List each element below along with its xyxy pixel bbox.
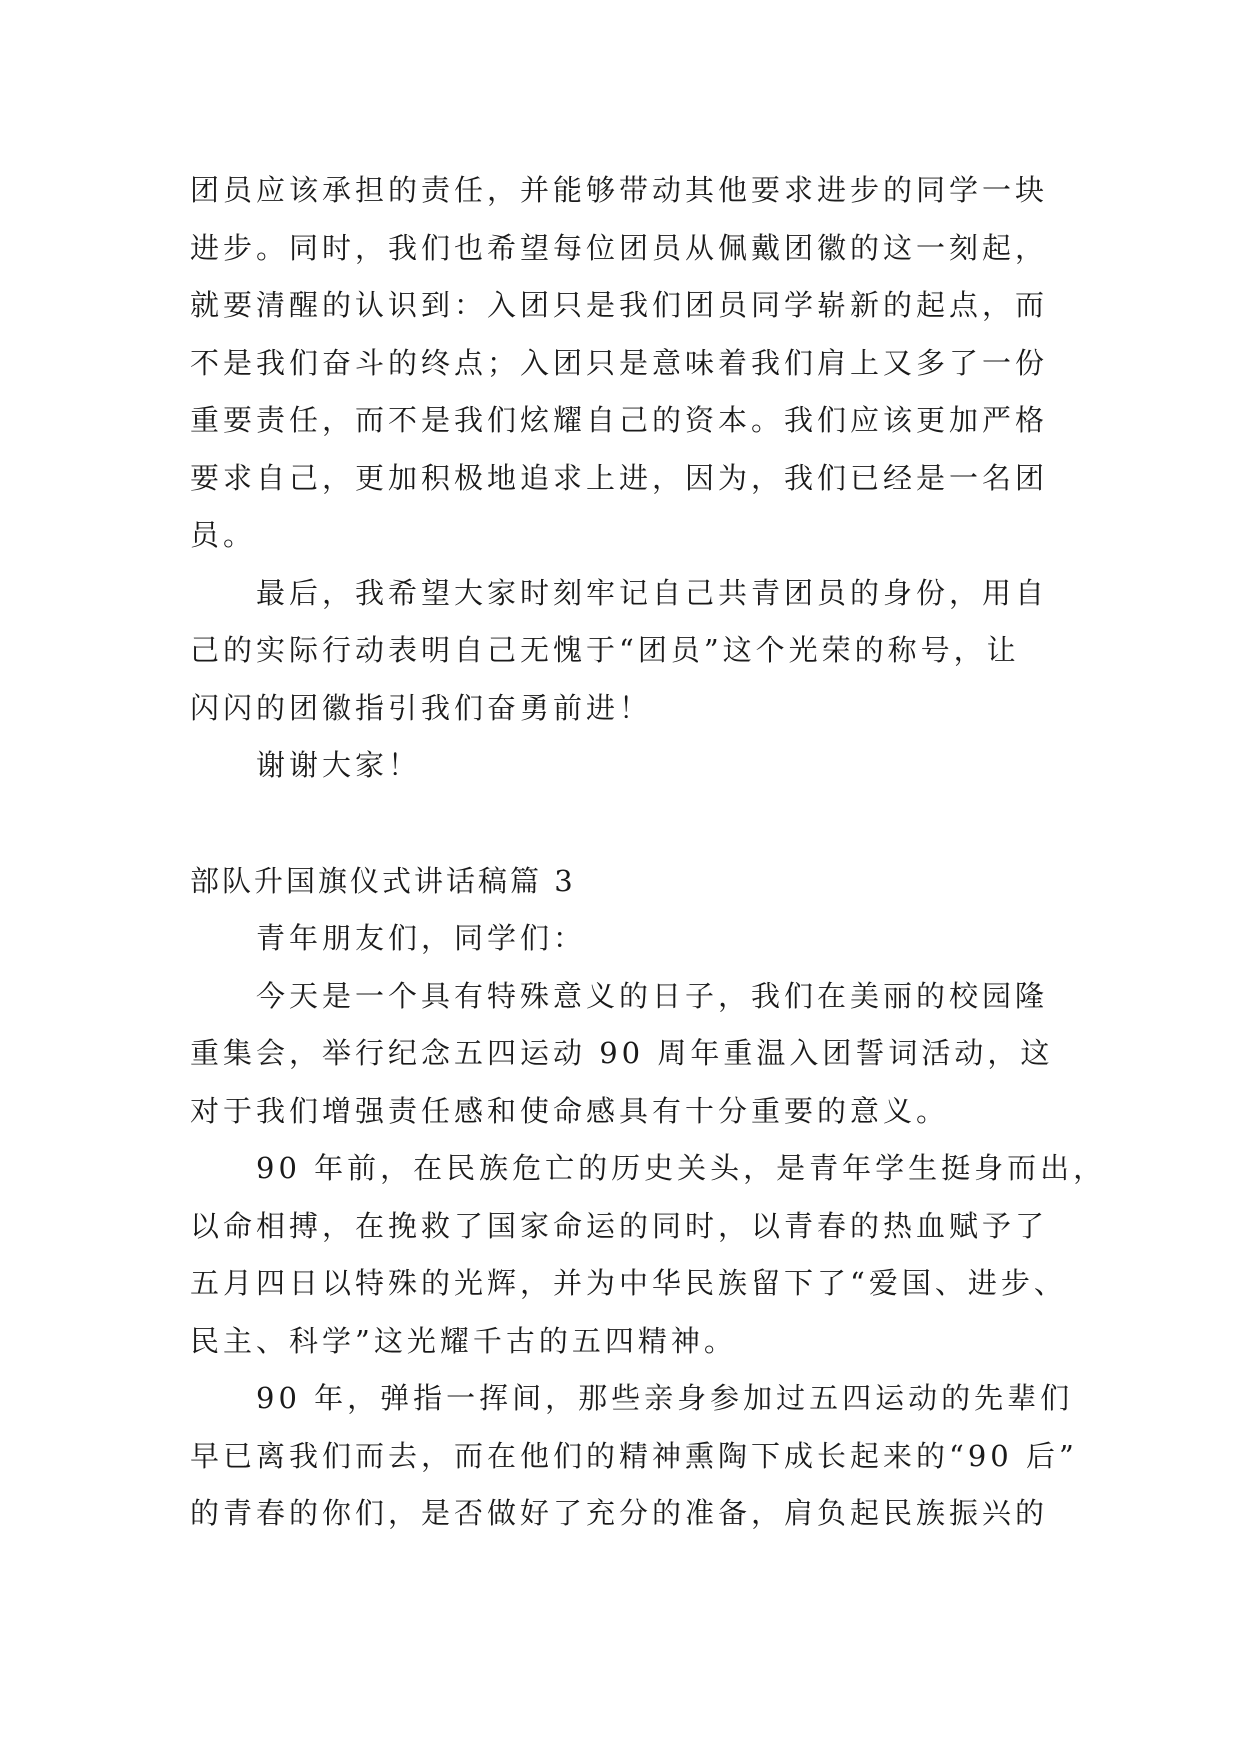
paragraph — [190, 968, 1060, 1141]
section-spacer — [190, 795, 1060, 853]
text-line: 重要责任，而不是我们炫耀自己的资本。我们应该更加严格 — [190, 403, 1049, 437]
text-line: 对于我们增强责任感和使命感具有十分重要的意义。 — [190, 1093, 950, 1128]
text-line: 闪闪的团徽指引我们奋勇前进！ — [190, 690, 653, 725]
text-line: 进步。同时，我们也希望每位团员从佩戴团徽的这一刻起， — [190, 230, 1049, 265]
paragraph — [190, 1370, 1078, 1543]
text-line: 己的实际行动表明自己无愧于“团员”这个光荣的称号，让 — [190, 633, 1020, 667]
text-line: 民主、科学”这光耀千古的五四精神。 — [190, 1323, 737, 1358]
text-line: 五月四日以特殊的光辉，并为中华民族留下了“爱国、进步、 — [190, 1266, 1067, 1300]
document-body — [190, 162, 1107, 1543]
text-line: 早已离我们而去，而在他们的精神熏陶下成长起来的“90 后” — [190, 1438, 1078, 1473]
section-heading: 部队升国旗仪式讲话稿篇 3 — [190, 863, 576, 898]
text-line: 要求自己，更加积极地追求上进，因为，我们已经是一名团 — [190, 460, 1049, 495]
paragraph — [190, 565, 1060, 738]
text-line: 就要清醒的认识到：入团只是我们团员同学崭新的起点，而 — [190, 288, 1049, 322]
text-line: 重集会，举行纪念五四运动 90 周年重温入团誓词活动，这 — [190, 1036, 1054, 1070]
text-line: 90 年，弹指一挥间，那些亲身参加过五四运动的先辈们 — [256, 1381, 1074, 1415]
paragraph — [190, 1140, 1107, 1370]
text-line: 最后，我希望大家时刻牢记自己共青团员的身份，用自 — [256, 575, 1049, 610]
text-line: 90 年前，在民族危亡的历史关头，是青年学生挺身而出， — [256, 1151, 1107, 1185]
text-line: 员。 — [190, 518, 257, 552]
text-line: 不是我们奋斗的终点；入团只是意味着我们肩上又多了一份 — [190, 345, 1049, 380]
text-line: 今天是一个具有特殊意义的日子，我们在美丽的校园隆 — [256, 978, 1049, 1013]
text-line: 团员应该承担的责任，并能够带动其他要求进步的同学一块 — [190, 173, 1049, 207]
paragraph — [190, 162, 1060, 565]
text-line: 以命相搏，在挽救了国家命运的同时，以青春的热血赋予了 — [190, 1208, 1049, 1243]
text-line: 的青春的你们，是否做好了充分的准备，肩负起民族振兴的 — [190, 1496, 1049, 1530]
greeting-line: 青年朋友们，同学们： — [256, 921, 587, 955]
thanks-line: 谢谢大家！ — [256, 748, 422, 782]
